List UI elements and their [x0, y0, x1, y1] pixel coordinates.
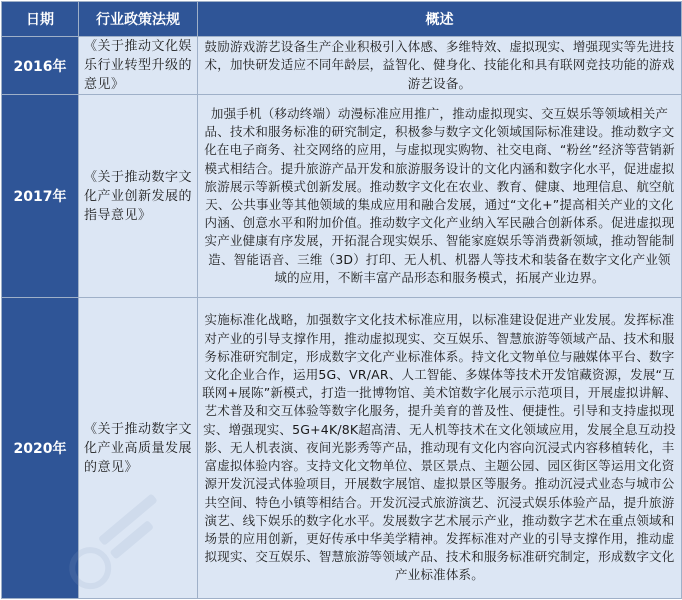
row-policy: 《关于推动文化娱乐行业转型升级的意见》: [79, 37, 198, 95]
row-summary: 加强手机（移动终端）动漫标准应用推广，推动虚拟现实、交互娱乐等领域相关产品、技术和服务标准的研究制定，积极参与数字文化领域国际标准建设。推动数字文化在电子商务、社交网络的应用，与虚拟现实购物、社交电商、“粉丝”经济等营销新模式相结合。提升旅游产品开发和旅游服务设计的文化内涵和数字化水平，促进虚拟旅游展示等新模式创新发展。推动数字文化在农业、教育、健康、地理信息、航空航天、公共事业等其他领域的集成应用和融合发展，通过“文化+”提高相关产业的文化内涵、创意水平和附加价值。推动数字文化产业纳入军民融合创新体系。促进虚拟现实产业健康有序发展，开拓混合现实娱乐、智能家庭娱乐等消费新领域，推动智能制造、智能语音、三维（3D）打印、无人机、机器人等技术和装备在数字文化产业领域的应用，不断丰富产品形态和服务模式，拓展产业边界。: [198, 95, 682, 298]
header-policy: 行业政策法规: [79, 2, 198, 37]
row-summary: 实施标准化战略，加强数字文化技术标准应用，以标准建设促进产业发展。发挥标准对产业的引导支撑作用，推动虚拟现实、交互娱乐、智慧旅游等领域产品、技术和服务标准研究制定，形成数字文化产业标准体系。持文化文物单位与融媒体平台、数字文化企业合作，运用5G、VR/AR、人工智能、多媒体等技术开发馆藏资源，发展“互联网+展陈”新模式，打造一批博物馆、美术馆数字化展示示范项目，开展虚拟讲解、艺术普及和交互体验等数字化服务，提升美育的普及性、便捷性。引导和支持虚拟现实、增强现实、5G+4K/8K超高清、无人机等技术在文化领域应用，发展全息互动投影、无人机表演、夜间光影秀等产品，推动现有文化内容向沉浸式内容移植转化，丰富虚拟体验内容。支持文化文物单位、景区景点、主题公园、园区街区等运用文化资源开发沉浸式体验项目，开展数字展馆、虚拟景区等服务。推动沉浸式业态与城市公共空间、特色小镇等相结合。开发沉浸式旅游演艺、沉浸式娱乐体验产品，提升旅游演艺、线下娱乐的数字化水平。发展数字艺术展示产业，推动数字艺术在重点领域和场景的应用创新，更好传承中华美学精神。发挥标准对产业的引导支撑作用，推动虚拟现实、交互娱乐、智慧旅游等领域产品、技术和服务标准研究制定，形成数字文化产业标准体系。: [198, 298, 682, 599]
row-policy: 《关于推动数字文化产业高质量发展的意见》: [79, 298, 198, 599]
table-row: [2, 95, 682, 298]
row-policy: 《关于推动数字文化产业创新发展的指导意见》: [79, 95, 198, 298]
row-summary: 鼓励游戏游艺设备生产企业积极引入体感、多维特效、虚拟现实、增强现实等先进技术，加快研发适应不同年龄层，益智化、健身化、技能化和具有联网竞技功能的游戏游艺设备。: [198, 37, 682, 95]
table-row: [2, 298, 682, 599]
header-summary: 概述: [198, 2, 682, 37]
row-year: 2017年: [2, 95, 79, 298]
header-row: [2, 2, 682, 37]
table-row: [2, 37, 682, 95]
row-year: 2020年: [2, 298, 79, 599]
row-year: 2016年: [2, 37, 79, 95]
header-date: 日期: [2, 2, 79, 37]
policy-table: [1, 1, 682, 599]
